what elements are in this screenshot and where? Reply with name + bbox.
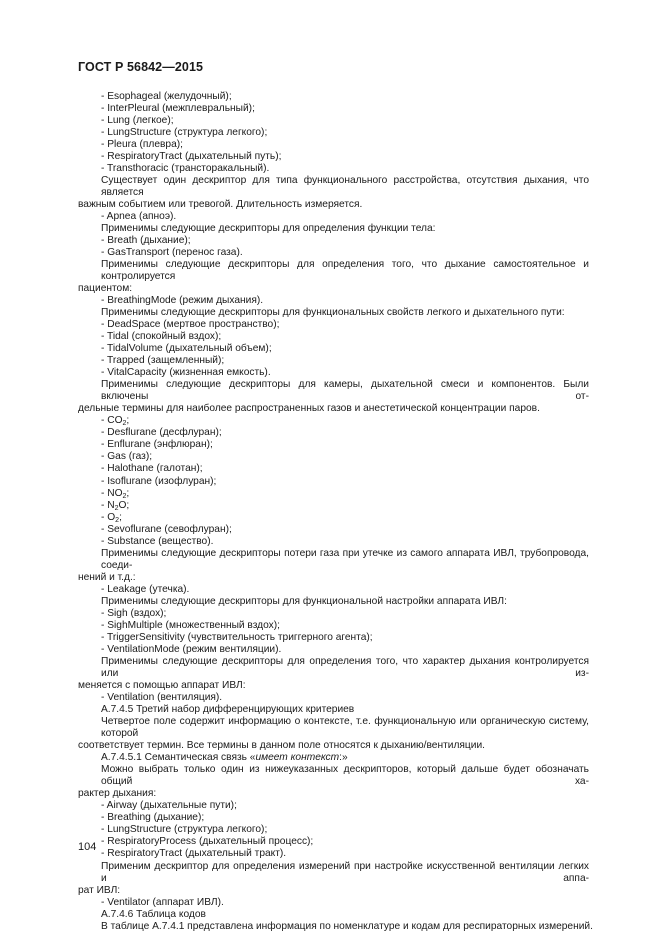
text-line: - $CO_2$; xyxy=(101,415,130,428)
text-line: Применимы следующие дескрипторы потери газа при утечке из самого аппарата ИВЛ, трубопровода, соеди- xyxy=(101,547,589,571)
standard-header: ГОСТ Р 56842—2015 xyxy=(78,60,204,74)
text-line: Применимы следующие дескрипторы для определения функции тела: xyxy=(101,222,436,234)
text-line: Существует один дескриптор для типа функционального расстройства, отсутствия дыхания, что является xyxy=(101,174,589,198)
text-line: - Enflurane (энфлюран); xyxy=(101,439,213,451)
text-line: - Pleura (плевра); xyxy=(101,138,183,150)
text-line: - InterPleural (межплевральный); xyxy=(101,102,255,114)
text-line: - Transthoracic (трансторакальный). xyxy=(101,162,270,174)
text-line: - TriggerSensitivity (чувствительность триггерного агента); xyxy=(101,631,373,643)
text-line: - Sevoflurane (севофлуран); xyxy=(101,523,232,535)
text-line: - Substance (вещество). xyxy=(101,535,214,547)
text-line: - Ventilation (вентиляция). xyxy=(101,692,223,704)
text-line: - Esophageal (желудочный); xyxy=(101,90,232,102)
text-line: рат ИВЛ: xyxy=(78,884,121,896)
text-line: рактер дыхания: xyxy=(78,788,157,800)
text-line: - Halothane (галотан); xyxy=(101,463,203,475)
text-line: Применимы следующие дескрипторы для определения того, что дыхание самостоятельное и контролируется xyxy=(101,258,589,282)
text-line: - Trapped (защемленный); xyxy=(101,355,225,367)
text-line: - BreathingMode (режим дыхания). xyxy=(101,295,264,307)
text-line: - TidalVolume (дыхательный объем); xyxy=(101,343,272,355)
page-number: 104 xyxy=(78,841,97,853)
text-line: - Apnea (апноэ). xyxy=(101,210,177,222)
subscript: 2 xyxy=(122,420,127,428)
text-line: Применим дескриптор для определения измерений при настройке искусственной вентиляции легких и аппа- xyxy=(101,860,589,884)
text-line: важным событием или тревогой. Длительность измеряется. xyxy=(78,198,363,210)
subscript: 2 xyxy=(122,492,127,500)
text-line: соответствует термин. Все термины в данном поле относятся к дыханию/вентиляции. xyxy=(78,740,485,752)
text-line: Четвертое поле содержит информацию о контексте, т.е. функциональную или органическую систему, которой xyxy=(101,716,589,740)
text-line: Применимы следующие дескрипторы для определения того, что характер дыхания контролируется или из- xyxy=(101,655,589,679)
document-body xyxy=(78,90,593,933)
text-line: Применимы следующие дескрипторы для камеры, дыхательной смеси и компонентов. Были включены от- xyxy=(101,379,589,403)
text-line: пациентом: xyxy=(78,283,133,294)
text-line: - Gas (газ); xyxy=(101,451,153,463)
text-line: - GasTransport (перенос газа). xyxy=(101,246,243,258)
text-line: - Tidal (спокойный вздох); xyxy=(101,331,222,343)
italic-text: имеет контекст xyxy=(255,752,340,764)
text-line: - SighMultiple (множественный вздох); xyxy=(101,619,280,631)
subscript: 2 xyxy=(115,516,120,524)
text-line: Применимы следующие дескрипторы для функциональной настройки аппарата ИВЛ: xyxy=(101,595,507,607)
text-line: - Leakage (утечка). xyxy=(101,583,190,595)
text-line: - Desflurane (десфлуран); xyxy=(101,427,222,439)
text-line: - LungStructure (структура легкого); xyxy=(101,824,268,836)
text-line: - RespiratoryTract (дыхательный путь); xyxy=(101,150,282,162)
text-line: - DeadSpace (мертвое пространство); xyxy=(101,319,280,331)
text-line: - Breath (дыхание); xyxy=(101,234,191,246)
text-line: В таблице А.7.4.1 представлена информация по номенклатуре и кодам для респираторных измерений. xyxy=(101,920,593,932)
text-line: дельные термины для наиболее распространенных газов и анестетической концентрации паров. xyxy=(78,403,540,415)
text-line: - $N_2O$; xyxy=(101,499,130,512)
text-line: А.7.4.5.1 Семантическая связь «имеет контекст:» xyxy=(101,752,348,764)
text-line: - VentilationMode (режим вентиляции). xyxy=(101,643,282,655)
text-line: меняется с помощью аппарат ИВЛ: xyxy=(78,680,246,692)
text-line: - Ventilator (аппарат ИВЛ). xyxy=(101,896,224,908)
text-line: - $NO_2$; xyxy=(101,487,130,500)
text-line: А.7.4.6 Таблица кодов xyxy=(101,908,206,920)
text-line: - LungStructure (структура легкого); xyxy=(101,126,268,138)
text-line: - Lung (легкое); xyxy=(101,114,174,126)
text-line: нений и т.д.: xyxy=(78,571,136,583)
subscript: 2 xyxy=(114,504,119,512)
text-line: - RespiratoryTract (дыхательный тракт). xyxy=(101,848,287,860)
text-line: - Airway (дыхательные пути); xyxy=(101,800,237,812)
text-line: Применимы следующие дескрипторы для функциональных свойств легкого и дыхательного пути: xyxy=(101,307,565,319)
text-line: - RespiratoryProcess (дыхательный процесс); xyxy=(101,836,314,848)
text-line: А.7.4.5 Третий набор дифференцирующих критериев xyxy=(101,704,355,716)
text-line: - Breathing (дыхание); xyxy=(101,812,205,824)
text-line: - $O_2$; xyxy=(101,511,122,524)
text-line: - Isoflurane (изофлуран); xyxy=(101,475,217,487)
text-line: Можно выбрать только один из нижеуказанных дескрипторов, который дальше будет обозначать общий ха- xyxy=(101,764,589,788)
text-line: - VitalCapacity (жизненная емкость). xyxy=(101,367,271,379)
text-line: - Sigh (вздох); xyxy=(101,607,167,619)
